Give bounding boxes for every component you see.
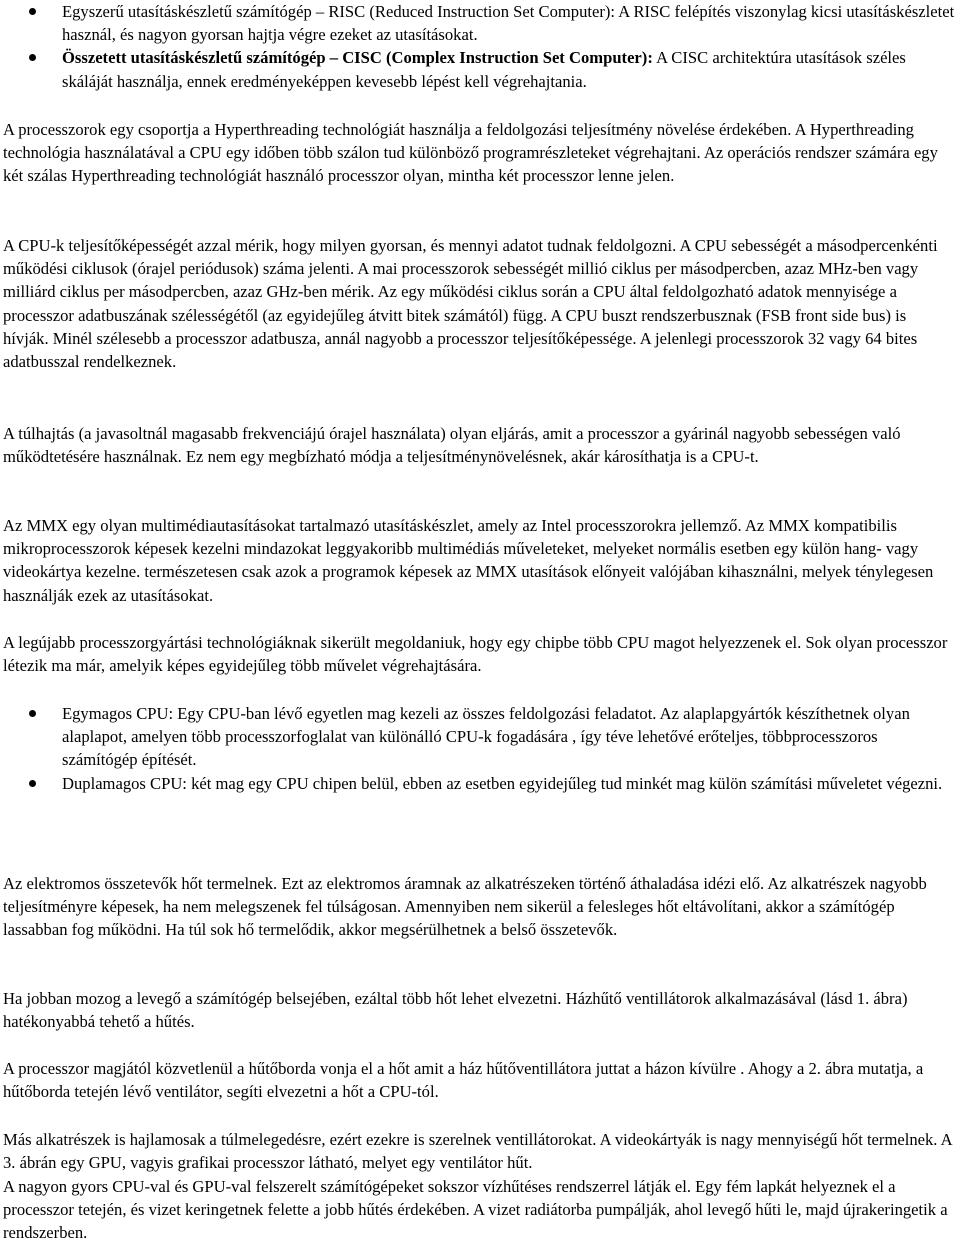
risc-text: Egyszerű utasításkészletű számítógép – RISC (Reduced Instruction Set Computer): A RISC felépítés viszonylag kicsi utasításkészletet használ, és nagyon gyorsan hajtja végre ezeket az utasításokat. bbox=[62, 2, 955, 45]
paragraph-performance: A CPU-k teljesítőképességét azzal mérik, hogy milyen gyorsan, és mennyi adatot tudnak feldolgozni. A CPU sebességét a másodpercenkénti működési ciklusok (órajel periódusok) száma jelenti. A mai processzorok sebességét millió ciklus per másodpercben, azaz MHz-ben vagy milliárd ciklus per másodpercben, azaz GHz-ben mérik. Az egy működési ciklus során a CPU által feldolgozható adatok mennyisége a processzor adatbuszának szélességétől (az egyidejűleg átvitt bitek számától) függ. A CPU buszt rendszerbusznak (FSB front side bus) is hívják. Minél szélesebb a processzor adatbusza, annál nagyobb a processzor teljesítőképessége. A jelenlegi processzorok 32 vagy 64 bites adatbusszal rendelkeznek. bbox=[3, 236, 938, 372]
paragraph-airflow: Ha jobban mozog a levegő a számítógép belsejében, ezáltal több hőt lehet elvezetni. Házhűtő ventillátorok alkalmazásával (lásd 1. ábra) hatékonyabbá tehető a hűtés. bbox=[3, 989, 908, 1032]
paragraph-gpu: Más alkatrészek is hajlamosak a túlmelegedésre, ezért ezekre is szerelnek ventillátorokat. A videokártyák is nagy mennyiségű hőt termelnek. A 3. ábrán egy GPU, vagyis grafikai processzor látható, melyet egy ventilátor hűt. bbox=[3, 1130, 952, 1173]
bullet-icon bbox=[29, 710, 36, 717]
list-item-risc bbox=[3, 0, 955, 46]
architecture-bullet-list bbox=[3, 0, 955, 93]
list-item-dual-core bbox=[3, 772, 955, 795]
dual-core-text: Duplamagos CPU: két mag egy CPU chipen belül, ebben az esetben egyidejűleg tud minkét mag külön számítási műveletet végezni. bbox=[62, 773, 943, 793]
bullet-icon bbox=[29, 8, 36, 15]
single-core-text: Egymagos CPU: Egy CPU-ban lévő egyetlen mag kezeli az összes feldolgozási feladatot. Az alaplapgyártók készíthetnek olyan alaplapot, amelyen több processzorfoglalat van különálló CPU-k fogadására , így téve lehetővé erőteljes, többprocesszoros számítógép építését. bbox=[62, 704, 910, 770]
bullet-icon bbox=[29, 54, 36, 61]
paragraph-mmx: Az MMX egy olyan multimédiautasításokat tartalmazó utasításkészlet, amely az Intel processzorokra jellemző. Az MMX kompatibilis mikroprocesszorok képesek kezelni mindazokat leggyakoribb multimédiás műveleteket, melyeket normális esetben egy külön hang- vagy videokártya kezelne. természetesen csak azok a programok képesek az MMX utasítások előnyeit valójában kihasználni, melyek ténylegesen használják ezek az utasításokat. bbox=[3, 516, 934, 605]
list-item-single-core bbox=[3, 702, 955, 772]
paragraph-heatsink: A processzor magjától közvetlenül a hűtőborda vonja el a hőt amit a ház hűtőventillátora juttat a házon kívülre . Ahogy a 2. ábra mutatja, a hűtőborda tetején lévő ventilátor, segíti elvezetni a hőt a CPU-tól. bbox=[3, 1059, 924, 1102]
cisc-text: A CISC architektúra utasítások széles skáláját használja, ennek eredményeképpen kevesebb lépést kell végrehajtania. bbox=[62, 48, 906, 91]
cisc-heading: Összetett utasításkészletű számítógép – CISC (Complex Instruction Set Computer): bbox=[62, 48, 653, 68]
paragraph-heat: Az elektromos összetevők hőt termelnek. Ezt az elektromos áramnak az alkatrészeken történő áthaladása idézi elő. Az alkatrészek nagyobb teljesítményre képesek, ha nem melegszenek fel túlságosan. Amennyiben nem sikerül a felesleges hőt eltávolítani, akkor a számítógép lassabban fog működni. Ha túl sok hő termelődik, akkor megsérülhetnek a belső összetevők. bbox=[3, 874, 927, 940]
core-bullet-list bbox=[3, 702, 955, 795]
paragraph-overclocking: A túlhajtás (a javasoltnál magasabb frekvenciájú órajel használata) olyan eljárás, amit a processzor a gyárinál nagyobb sebességen való működtetésére használnak. Ez nem egy megbízható módja a teljesítménynövelésnek, akár károsíthatja is a CPU-t. bbox=[3, 424, 901, 467]
paragraph-multicore: A legújabb processzorgyártási technológiáknak sikerült megoldaniuk, hogy egy chipbe több CPU magot helyezzenek el. Sok olyan processzor létezik ma már, amelyik képes egyidejűleg több művelet végrehajtására. bbox=[3, 633, 948, 676]
bullet-icon bbox=[29, 780, 36, 787]
list-item-cisc bbox=[3, 46, 955, 92]
paragraph-hyperthreading: A processzorok egy csoportja a Hyperthreading technológiát használja a feldolgozási teljesítmény növelése érdekében. A Hyperthreading technológia használatával a CPU egy időben több szálon tud különböző programrészleteket végrehajtani. Az operációs rendszer számára egy két szálas Hyperthreading technológiát használó processzor olyan, mintha két processzor lenne jelen. bbox=[3, 120, 938, 186]
paragraph-watercooling: A nagyon gyors CPU-val és GPU-val felszerelt számítógépeket sokszor vízhűtéses rendszerrel látják el. Egy fém lapkát helyeznek el a processzor tetején, és vizet keringetnek felette a jobb hűtés érdekében. A vizet radiátorba pumpálják, ahol levegő hűti le, majd újrakeringetik a rendszerben. bbox=[3, 1177, 948, 1243]
